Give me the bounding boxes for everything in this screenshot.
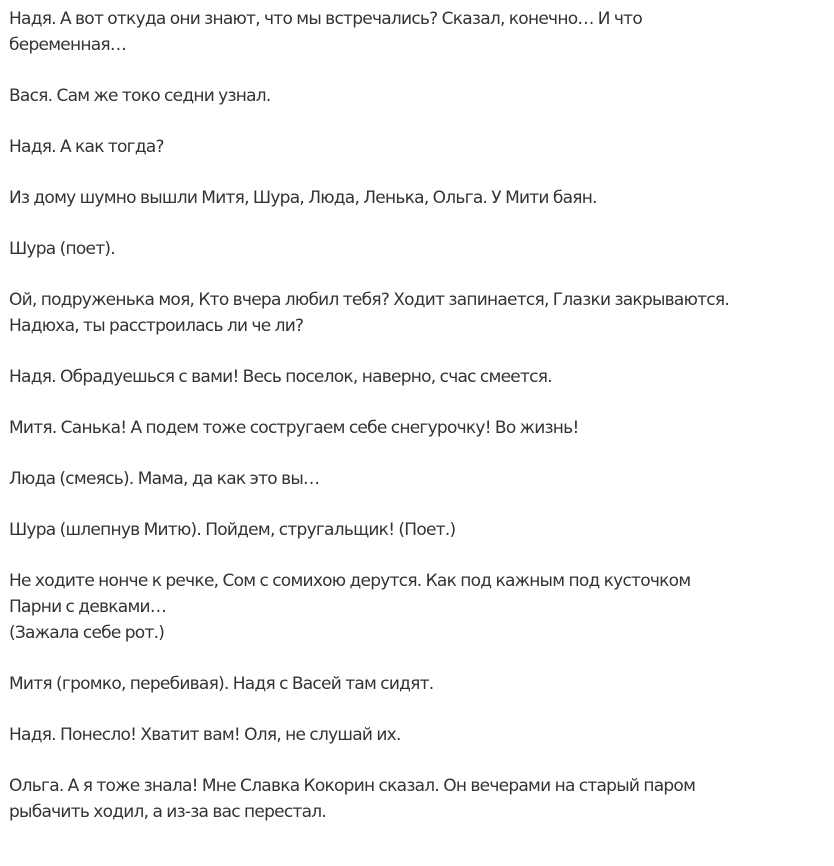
paragraph-10 bbox=[9, 517, 831, 543]
paragraph-12 bbox=[9, 671, 831, 697]
paragraph-8 bbox=[9, 415, 831, 441]
paragraph-7 bbox=[9, 364, 831, 390]
document-text bbox=[9, 6, 831, 850]
text-line: Люда (смеясь). Мама, да как это вы… bbox=[9, 469, 320, 489]
paragraph-5 bbox=[9, 236, 831, 262]
paragraph-1 bbox=[9, 6, 831, 58]
paragraph-14 bbox=[9, 773, 831, 825]
text-line: Ой, подруженька моя, Кто вчера любил тебя? Ходит запинается, Глазки закрываются. bbox=[9, 290, 730, 310]
text-line: Надя. Понесло! Хватит вам! Оля, не слушай их. bbox=[9, 725, 401, 745]
text-line: Ольга. А я тоже знала! Мне Славка Кокорин сказал. Он вечерами на старый паром bbox=[9, 776, 696, 796]
paragraph-4 bbox=[9, 185, 831, 211]
text-line: Из дому шумно вышли Митя, Шура, Люда, Ленька, Ольга. У Мити баян. bbox=[9, 188, 597, 208]
text-line: беременная… bbox=[9, 35, 127, 55]
text-line: рыбачить ходил, а из-за вас перестал. bbox=[9, 802, 327, 822]
paragraph-2 bbox=[9, 83, 831, 109]
text-line: (Зажала себе рот.) bbox=[9, 623, 165, 643]
text-line: Митя. Санька! А подем тоже состругаем себе снегурочку! Во жизнь! bbox=[9, 418, 579, 438]
paragraph-6 bbox=[9, 287, 831, 339]
text-line: Надя. А вот откуда они знают, что мы встречались? Сказал, конечно… И что bbox=[9, 9, 642, 29]
text-line: Шура (шлепнув Митю). Пойдем, стругальщик! (Поет.) bbox=[9, 520, 456, 540]
paragraph-11 bbox=[9, 568, 831, 646]
text-line: Не ходите нонче к речке, Сом с сомихою дерутся. Как под кажным под кусточком bbox=[9, 571, 691, 591]
paragraph-9 bbox=[9, 466, 831, 492]
text-line: Парни с девками… bbox=[9, 597, 167, 617]
text-line: Шура (поет). bbox=[9, 239, 115, 259]
text-line: Надюха, ты расстроилась ли че ли? bbox=[9, 316, 304, 336]
text-line: Надя. Обрадуешься с вами! Весь поселок, наверно, счас смеется. bbox=[9, 367, 552, 387]
paragraph-3 bbox=[9, 134, 831, 160]
paragraph-13 bbox=[9, 722, 831, 748]
text-line: Надя. А как тогда? bbox=[9, 137, 164, 157]
text-line: Митя (громко, перебивая). Надя с Васей там сидят. bbox=[9, 674, 434, 694]
text-line: Вася. Сам же токо седни узнал. bbox=[9, 86, 271, 106]
